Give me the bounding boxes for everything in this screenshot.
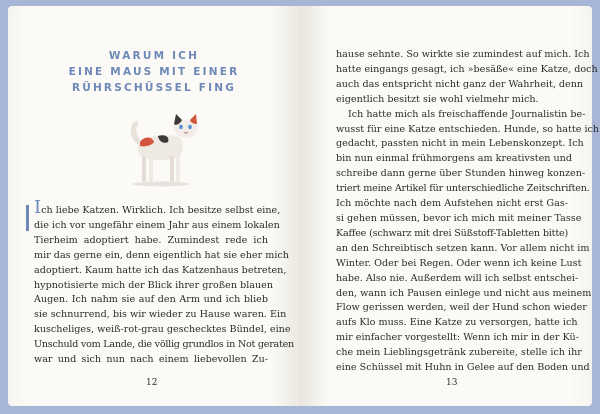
text-line: eine Schüssel mit Huhn in Gelee auf den Boden und xyxy=(336,362,590,374)
text-line: kuscheliges, weiß-rot-grau geschecktes Bündel, eine xyxy=(34,324,291,336)
text-line: die ich vor ungefähr einem Jahr aus einem lokalen xyxy=(34,219,280,231)
text-line: mir einfacher vorgestellt: Wenn ich mir in der Kü- xyxy=(336,332,579,344)
text-line: Kaffee (schwarz mit drei Süßstoff-Tabletten bitte) xyxy=(336,227,568,239)
text-line: auch das entspricht nicht ganz der Wahrheit, denn xyxy=(336,78,584,90)
text-line: che mein Lieblingsgetränk zubereite, stelle ich ihr xyxy=(336,347,582,359)
text-line: Ich hatte mich als freischaffende Journalistin be- xyxy=(348,108,586,120)
drop-initial-bar xyxy=(26,205,29,231)
initial-letter: I xyxy=(34,197,42,218)
text-line: Tierheim adoptiert habe. Zumindest rede ich xyxy=(34,234,268,246)
cat-illustration-icon xyxy=(118,106,208,190)
text-line xyxy=(34,197,281,219)
text-line: aufs Klo muss. Eine Katze zu versorgen, hatte ich xyxy=(336,317,578,329)
text-line: eigentlich besitzt sie wohl vielmehr mich. xyxy=(336,93,539,105)
text-line: si gehen müssen, bevor ich mich mit meiner Tasse xyxy=(336,212,582,224)
chapter-title-line: EINE MAUS MIT EINER xyxy=(68,66,240,78)
page-number-right: 13 xyxy=(446,378,458,388)
chapter-title-line: RÜHRSCHÜSSEL FING xyxy=(71,82,237,94)
text-line: wusst für eine Katze entschieden. Hunde, so hatte ich xyxy=(336,123,600,135)
text-line: adoptiert. Kaum hatte ich das Katzenhaus betreten, xyxy=(34,264,287,276)
text-line: Winter. Oder bei Regen. Oder wenn ich keine Lust xyxy=(336,257,582,269)
text-line: hause sehnte. So wirkte sie zumindest auf mich. Ich xyxy=(336,49,590,60)
chapter-title-line: WARUM ICH xyxy=(108,50,200,62)
right-body-text xyxy=(336,48,600,376)
left-body-text xyxy=(34,197,294,368)
text-line: hypnotisierte mich der Blick ihrer großen blauen xyxy=(34,279,274,291)
left-page xyxy=(8,6,300,406)
text-line: schreibe dann gerne über Stunden hinweg konzen- xyxy=(336,168,586,180)
text-line: Ich möchte nach dem Aufstehen nicht erst Gas- xyxy=(336,198,568,210)
text-line: habe. Also nie. Außerdem will ich selbst entschei- xyxy=(336,272,579,284)
text-line: bin nun einmal frühmorgens am kreativsten und xyxy=(336,153,572,165)
text-line: sie schnurrend, bis wir wieder zu Hause waren. Ein xyxy=(34,309,287,321)
text-line: hatte eingangs gesagt, ich »besäße« eine Katze, doch xyxy=(336,63,598,75)
text-line: Flow gerissen werden, weil der Hund schon wieder xyxy=(336,302,587,314)
text-line: Augen. Ich nahm sie auf den Arm und ich blieb xyxy=(34,294,268,306)
text-line: war und sich nun nach einem liebevollen Zu- xyxy=(34,354,268,366)
text-line: gedacht, passten nicht in mein Lebenskonzept. Ich xyxy=(336,138,584,150)
text-line: Unschuld vom Lande, die völlig grundlos in Not geraten xyxy=(34,339,294,351)
text-line: den, wann ich Pausen einlege und nicht aus meinem xyxy=(336,287,592,299)
open-book xyxy=(8,6,600,408)
text-line: triert meine Artikel für unterschiedliche Zeitschriften. xyxy=(336,183,590,195)
chapter-title xyxy=(48,48,260,96)
page-number-left: 12 xyxy=(146,378,158,388)
right-page xyxy=(300,6,600,406)
text-line: an den Schreibtisch setzen kann. Vor allem nicht im xyxy=(336,242,590,254)
text-line-content: ch liebe Katzen. Wirklich. Ich besitze selbst eine, xyxy=(41,205,281,216)
text-line: mir das gerne ein, denn eigentlich hat sie eher mich xyxy=(34,249,289,261)
